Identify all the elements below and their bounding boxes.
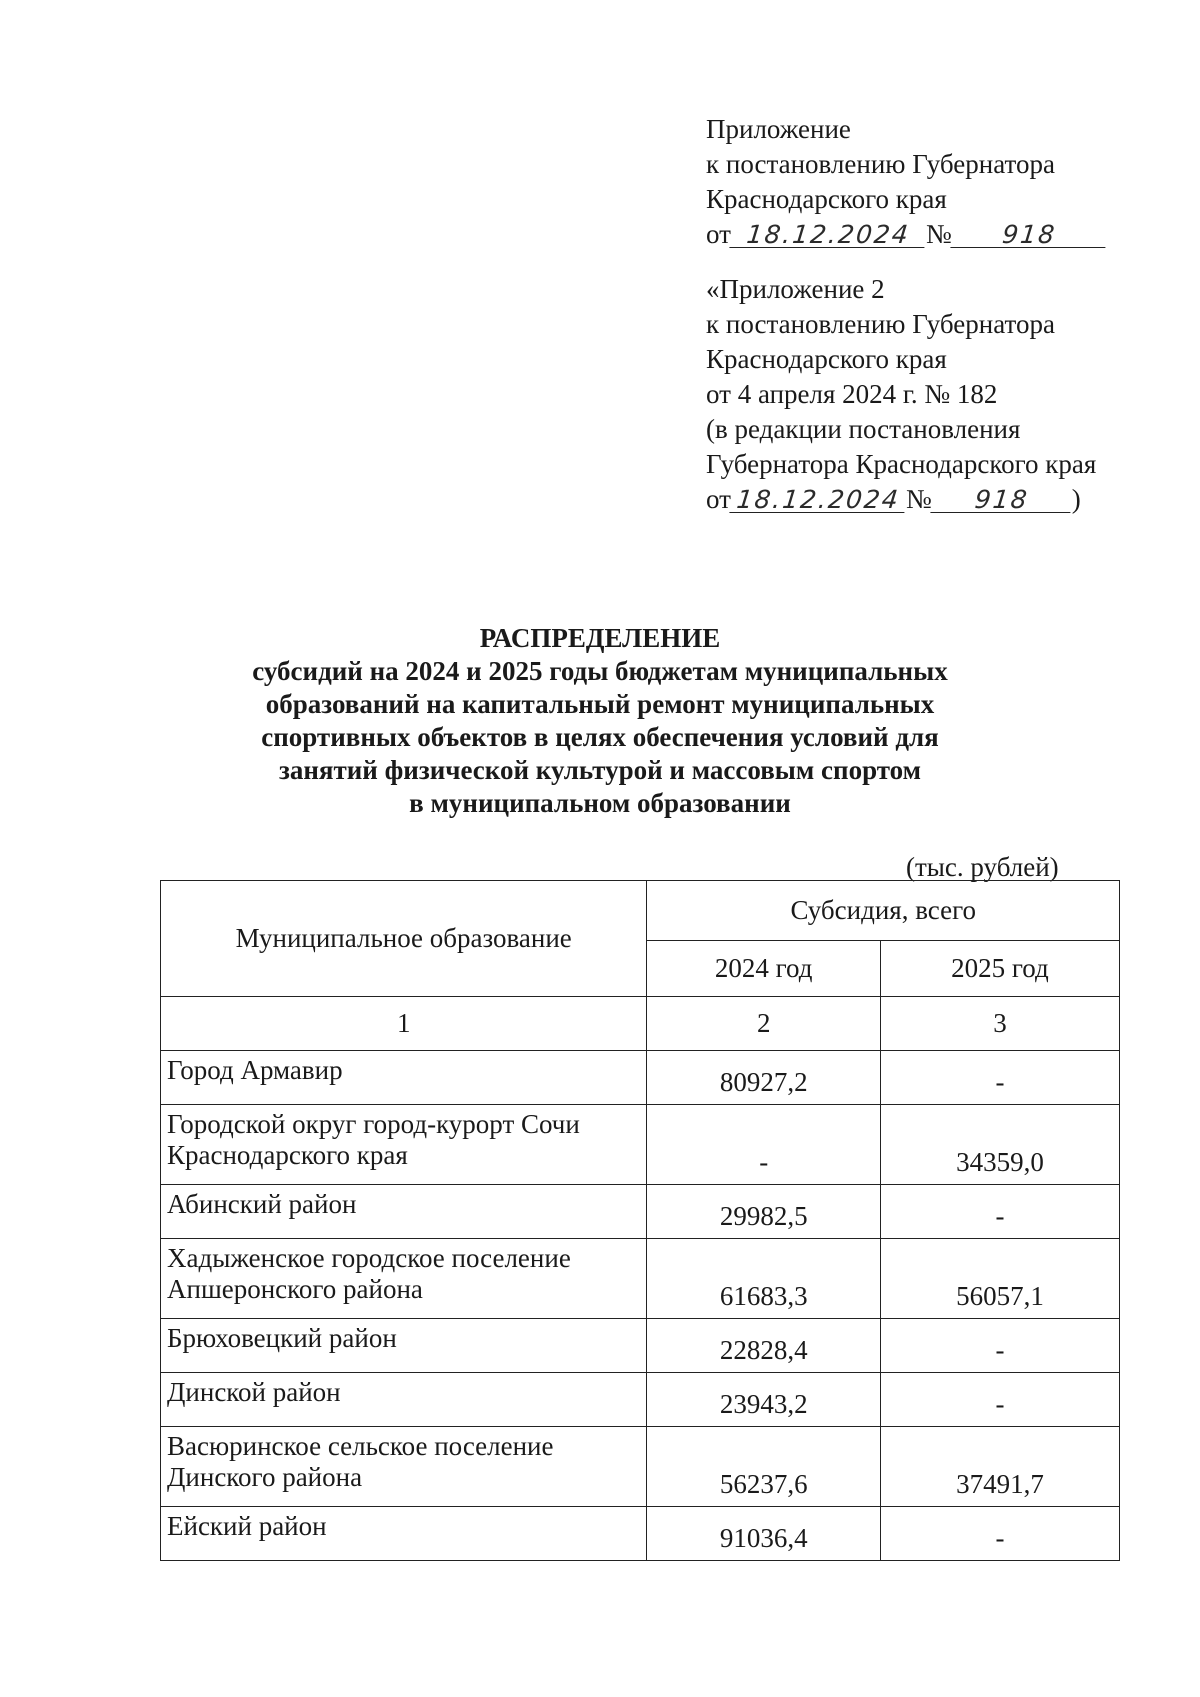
table-row (161, 1373, 1120, 1427)
header-year-2024: 2024 год (647, 941, 880, 997)
appendix-date-line (706, 217, 1126, 252)
appendix-title: Приложение (706, 114, 851, 144)
appendix2-revision-author: Губернатора Краснодарского края (706, 449, 1097, 479)
appendix2-region: Краснодарского края (706, 344, 947, 374)
appendix2-date-line (706, 482, 1126, 517)
subsidy-2025: - (880, 1319, 1119, 1373)
municipality-name: Город Армавир (161, 1051, 647, 1105)
municipality-name: Городской округ город-курорт Сочи Краснодарского края (161, 1105, 647, 1185)
unit-note: (тыс. рублей) (906, 852, 1059, 882)
subsidy-2025: 34359,0 (880, 1105, 1119, 1185)
table-row (161, 1427, 1120, 1507)
subsidy-2025: 56057,1 (880, 1239, 1119, 1319)
appendix2-header (706, 272, 1126, 517)
appendix2-title: «Приложение 2 (706, 274, 885, 304)
appendix2-closing-paren: ) (1071, 484, 1081, 514)
appendix-subtitle: к постановлению Губернатора (706, 149, 1055, 179)
title-line-5: в муниципальном образовании (409, 788, 791, 818)
subsidy-2025: - (880, 1051, 1119, 1105)
appendix-number-handwritten: 918 (950, 217, 1108, 248)
title-line-1: субсидий на 2024 и 2025 годы бюджетам муниципальных (252, 656, 948, 686)
subsidy-2024: 22828,4 (647, 1319, 880, 1373)
subsidy-2024: 23943,2 (647, 1373, 880, 1427)
column-number-1: 1 (161, 997, 647, 1051)
appendix2-number-handwritten: 918 (930, 482, 1073, 513)
title-heading: РАСПРЕДЕЛЕНИЕ (479, 623, 721, 653)
appendix2-revision-note: (в редакции постановления (706, 414, 1021, 444)
subsidy-2025: - (880, 1373, 1119, 1427)
subsidy-2024: 56237,6 (647, 1427, 880, 1507)
appendix2-number-prefix: № (905, 484, 932, 514)
title-line-3: спортивных объектов в целях обеспечения условий для (261, 722, 939, 752)
subsidy-2024: 29982,5 (647, 1185, 880, 1239)
appendix-number-prefix: № (925, 219, 952, 249)
municipality-name: Васюринское сельское поселение Динского района (161, 1427, 647, 1507)
appendix-date-prefix: от (706, 219, 731, 249)
document-title (0, 622, 1200, 820)
column-number-3: 3 (880, 997, 1119, 1051)
municipality-name: Ейский район (161, 1507, 647, 1561)
subsidy-2024: 91036,4 (647, 1507, 880, 1561)
column-number-2: 2 (647, 997, 880, 1051)
appendix2-subtitle: к постановлению Губернатора (706, 309, 1055, 339)
appendix-date-handwritten: 18.12.2024 (729, 217, 927, 248)
subsidy-2024: 61683,3 (647, 1239, 880, 1319)
municipality-name: Брюховецкий район (161, 1319, 647, 1373)
table-row (161, 1319, 1120, 1373)
appendix2-original-date: от 4 апреля 2024 г. № 182 (706, 379, 998, 409)
subsidy-2025: 37491,7 (880, 1427, 1119, 1507)
table-row (161, 1239, 1120, 1319)
table-row (161, 1507, 1120, 1561)
municipality-name: Хадыженское городское поселение Апшеронского района (161, 1239, 647, 1319)
subsidy-2025: - (880, 1185, 1119, 1239)
header-municipality: Муниципальное образование (161, 881, 647, 997)
header-subsidy-total: Субсидия, всего (647, 881, 1120, 941)
subsidy-2024: 80927,2 (647, 1051, 880, 1105)
appendix-header (706, 112, 1126, 252)
municipality-name: Динской район (161, 1373, 647, 1427)
appendix-region: Краснодарского края (706, 184, 947, 214)
title-line-4: занятий физической культурой и массовым спортом (278, 755, 922, 785)
subsidy-2024: - (647, 1105, 880, 1185)
subsidy-2025: - (880, 1507, 1119, 1561)
table-row (161, 1051, 1120, 1105)
table-row (161, 1185, 1120, 1239)
subsidy-table (160, 880, 1120, 1561)
appendix2-date-handwritten: 18.12.2024 (729, 482, 907, 513)
municipality-name: Абинский район (161, 1185, 647, 1239)
appendix2-date-prefix: от (706, 484, 731, 514)
header-year-2025: 2025 год (880, 941, 1119, 997)
title-line-2: образований на капитальный ремонт муниципальных (265, 689, 935, 719)
table-row (161, 1105, 1120, 1185)
